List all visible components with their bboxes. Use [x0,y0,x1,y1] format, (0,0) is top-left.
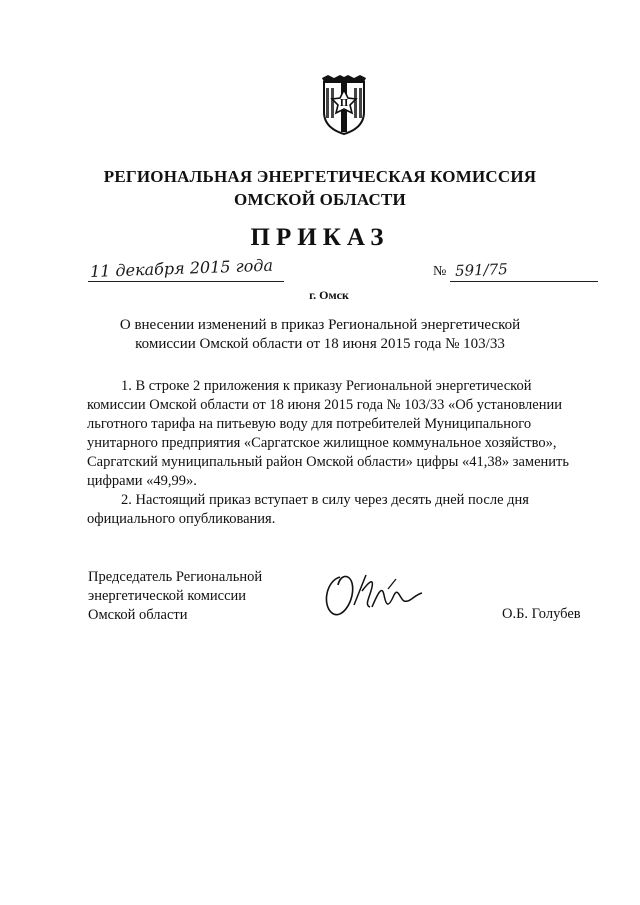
paragraph-1-line: цифрами «49,99». [87,473,197,489]
number-underline [450,281,598,282]
subject-line2: комиссии Омской области от 18 июня 2015 года № 103/33 [135,336,505,352]
paragraph-1-line: льготного тарифа на питьевую воду для потребителей Муниципального [87,416,532,432]
paragraph-2 [87,491,603,529]
signatory-position [88,568,262,625]
paragraph-1-line: унитарного предприятия «Саргатское жилищное коммунальное хозяйство», [87,435,557,451]
organization-name-line1: РЕГИОНАЛЬНАЯ ЭНЕРГЕТИЧЕСКАЯ КОМИССИЯ [103,167,537,186]
paragraph-2-line: 2. Настоящий приказ вступает в силу через десять дней после дня [121,492,529,508]
signatory-position-line1: Председатель Региональной [88,569,263,585]
date-underline [88,281,284,282]
coat-of-arms-emblem [320,74,368,136]
paragraph-1-line: комиссии Омской области от 18 июня 2015 года № 103/33 «Об установлении [87,397,562,413]
subject-line1: О внесении изменений в приказ Региональной энергетической [119,317,521,333]
handwritten-date: 11 декабря 2015 года [89,255,274,281]
signatory-position-line3: Омской области [88,607,188,623]
number-label: № [433,264,447,279]
paragraph-1 [87,377,603,491]
paragraph-1-line: Саргатский муниципальный район Омской области» цифры «41,38» заменить [87,454,570,470]
signatory-position-line2: энергетической комиссии [88,588,247,604]
paragraph-1-line: 1. В строке 2 приложения к приказу Региональной энергетической [121,378,532,394]
signatory-name: О.Б. Голубев [502,606,581,622]
handwritten-order-number: 591/75 [454,260,509,280]
organization-name-line2: ОМСКОЙ ОБЛАСТИ [234,190,406,209]
city-label: г. Омск [309,288,349,302]
svg-text:П: П [339,99,349,109]
handwritten-signature [318,565,428,625]
paragraph-2-line: официального опубликования. [87,511,276,527]
document-type-title: ПРИКАЗ [250,224,390,251]
